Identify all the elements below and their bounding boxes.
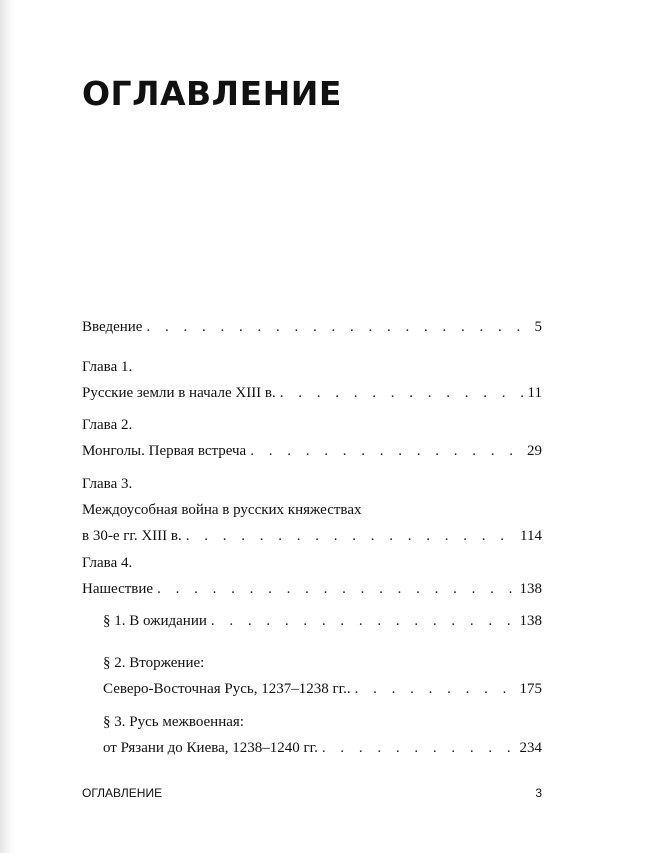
toc-entry-chapter-3[interactable]: [82, 471, 542, 549]
toc-page-number: 175: [519, 681, 542, 697]
toc-entry-section-3[interactable]: [82, 709, 542, 761]
toc-entry-section-2[interactable]: [82, 650, 542, 702]
toc-entry-title-line-1: § 3. Русь межвоенная:: [103, 714, 244, 730]
toc-page-number: 138: [519, 613, 542, 629]
toc-entry-title-line-1: § 2. Вторжение:: [103, 655, 205, 671]
toc-line: [103, 676, 542, 702]
toc-line: [103, 735, 542, 761]
toc-page-number: 11: [527, 385, 542, 401]
toc-entry-title-line-1: Междоусобная война в русских княжествах: [82, 502, 362, 518]
toc-entry-title-line-2: Северо-Восточная Русь, 1237–1238 гг..: [103, 681, 351, 697]
toc-entry-title: Русские земли в начале XIII в.: [82, 385, 276, 401]
toc-entry-title: Нашествие: [82, 581, 154, 597]
toc-entry-chapter-4[interactable]: [82, 550, 542, 602]
toc-entry-title-line-2: в 30-е гг. XIII в.: [82, 528, 182, 544]
chapter-label: Глава 4.: [82, 555, 133, 571]
toc-line: [82, 314, 542, 340]
toc-entry-chapter-2[interactable]: [82, 412, 542, 464]
toc-page-number: 5: [534, 319, 542, 335]
toc-entry-title: § 1. В ожидании: [103, 613, 207, 629]
dot-leader: [250, 438, 523, 464]
toc-line: [103, 608, 542, 634]
dot-leader: [146, 314, 530, 340]
toc-line: [82, 380, 542, 406]
toc-line: [82, 438, 542, 464]
toc-line: [82, 523, 542, 549]
toc-entry-chapter-1[interactable]: [82, 354, 542, 406]
toc-entry-title-line-2: от Рязани до Киева, 1238–1240 гг.: [103, 740, 318, 756]
dot-leader: [211, 608, 516, 634]
dot-leader: [186, 523, 516, 549]
toc-page-number: 114: [520, 528, 542, 544]
toc-entry-section-1[interactable]: [82, 608, 542, 634]
running-head: ОГЛАВЛЕНИЕ: [82, 786, 163, 800]
toc-page-number: 234: [519, 740, 542, 756]
toc-entry-title: Введение: [82, 319, 143, 335]
page-footer: [82, 784, 542, 802]
dot-leader: [280, 380, 524, 406]
chapter-label: Глава 3.: [82, 476, 133, 492]
dot-leader: [355, 676, 516, 702]
toc-line: [82, 576, 542, 602]
toc-page-number: 138: [519, 581, 542, 597]
page-number: 3: [535, 786, 542, 800]
toc-entry-title: Монголы. Первая встреча: [82, 443, 247, 459]
page-title: ОГЛАВЛЕНИЕ: [82, 74, 342, 113]
chapter-label: Глава 2.: [82, 417, 133, 433]
toc-entry-introduction[interactable]: [82, 314, 542, 340]
toc-page-number: 29: [527, 443, 542, 459]
chapter-label: Глава 1.: [82, 359, 133, 375]
dot-leader: [322, 735, 516, 761]
dot-leader: [157, 576, 515, 602]
